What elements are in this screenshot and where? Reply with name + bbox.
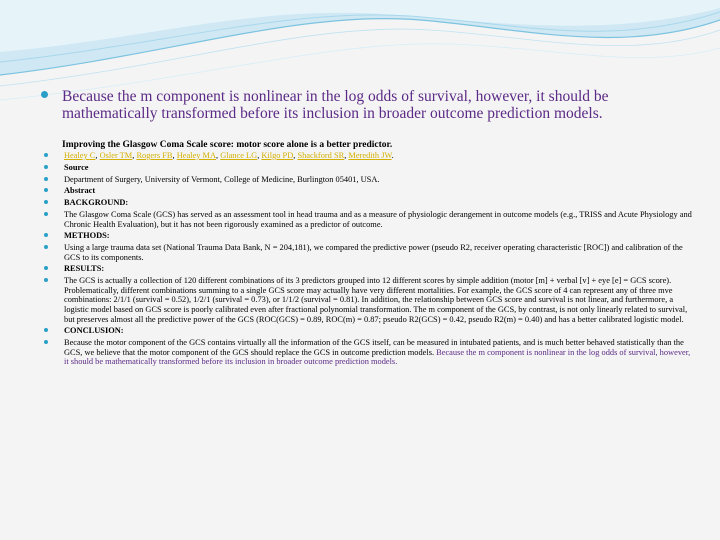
- heading-bullet-icon: [40, 90, 49, 99]
- bullet-icon: [44, 212, 48, 216]
- results-label-item: [44, 264, 694, 274]
- conclusion-highlight: Because the m component is nonlinear in the log odds of survival, however, it should be mathematically transformed before its inclusion in broader outcome prediction models.: [64, 347, 691, 367]
- bullet-icon: [44, 328, 48, 332]
- author-link[interactable]: Shackford SR: [297, 151, 345, 160]
- methods-text: Using a large trauma data set (National Trauma Data Bank, N = 204,181), we compared the predictive power (pseudo R2, receiver operating characteristic [ROC]) and calibration of the GCS to its components.: [64, 243, 683, 262]
- author-link[interactable]: Kilgo PD: [261, 151, 294, 160]
- methods-text-item: [44, 243, 694, 262]
- article-title: Improving the Glasgow Coma Scale score: motor score alone is a better predictor.: [62, 140, 393, 150]
- bullet-icon: [44, 278, 48, 282]
- author-link[interactable]: Healey MA: [176, 151, 217, 160]
- conclusion-text-item: [44, 338, 694, 367]
- background-text: The Glasgow Coma Scale (GCS) has served as an assessment tool in head trauma and as a measure of physiologic derangement in outcome models (e.g., TRISS and Acute Physiology and Chronic Health Evaluation), but it has not been rigorously examined as a predictor of outcome.: [64, 209, 692, 229]
- methods-label: METHODS:: [64, 231, 110, 241]
- abstract-label: Abstract: [64, 186, 96, 196]
- author-link[interactable]: Rogers FB: [136, 151, 173, 160]
- bullet-icon: [44, 340, 48, 344]
- bullet-icon: [44, 177, 48, 181]
- results-label: RESULTS:: [64, 264, 105, 274]
- methods-label-item: [44, 231, 694, 241]
- slide-heading: Because the m component is nonlinear in the log odds of survival, however, it should be mathematically transformed before its inclusion in broader outcome prediction models.: [62, 88, 609, 122]
- bullet-icon: [44, 188, 48, 192]
- conclusion-label-item: [44, 326, 694, 336]
- author-link[interactable]: Meredith JW: [348, 151, 392, 160]
- bullet-icon: [44, 245, 48, 249]
- abstract-list: [44, 151, 694, 369]
- author-link[interactable]: Glance LG: [220, 151, 258, 160]
- conclusion-label: CONCLUSION:: [64, 326, 124, 336]
- source-label-item: [44, 163, 694, 173]
- abstract-label-item: [44, 186, 694, 196]
- bullet-icon: [44, 200, 48, 204]
- author-link[interactable]: Osler TM: [99, 151, 133, 160]
- background-text-item: [44, 210, 694, 229]
- authors-item: Healey C, Osler TM, Rogers FB, Healey MA, Glance LG, Kilgo PD, Shackford SR, Meredith JW.: [44, 151, 694, 161]
- source-text: Department of Surgery, University of Vermont, College of Medicine, Burlington 05401, USA.: [64, 174, 380, 184]
- bullet-icon: [44, 233, 48, 237]
- bullet-icon: [44, 266, 48, 270]
- results-text-item: [44, 276, 694, 324]
- bullet-icon: [44, 165, 48, 169]
- results-text: The GCS is actually a collection of 120 different combinations of its 3 predictors grouped into 12 different scores by simple addition (motor [m] + verbal [v] + eye [e] = GCS score). Problematically, different combinations summing to a single GCS score may actually have very different mortalities. For example, the GCS score of 4 can represent any of three mve combinations: 2/1/1 (survival = 0.52), 1/2/1 (survival = 0.73), or 1/1/2 (survival = 0.81). In addition, the relationship between GCS score and survival is not linear, and furthermore, a logistic model based on GCS score is poorly calibrated even after fractional polynomial transformation. The m component of the GCS, by contrast, is not only linearly related to survival, but preserves almost all the predictive power of the GCS (ROC(GCS) = 0.89, ROC(m) = 0.87; pseudo R2(GCS) = 0.42, pseudo R2(m) = 0.40) and has a better calibrated logistic model.: [64, 276, 688, 324]
- background-label-item: [44, 198, 694, 208]
- author-link[interactable]: Healey C: [64, 151, 96, 160]
- conclusion-text: Because the motor component of the GCS contains virtually all the information of the GCS itself, can be measured in intubated patients, and is much better behaved statistically than the GCS, we believe that the motor component of the GCS should replace the GCS in outcome prediction models.: [64, 338, 684, 357]
- source-text-item: [44, 175, 694, 185]
- background-label: BACKGROUND:: [64, 198, 129, 208]
- bullet-icon: [44, 153, 48, 157]
- source-label: Source: [64, 162, 89, 172]
